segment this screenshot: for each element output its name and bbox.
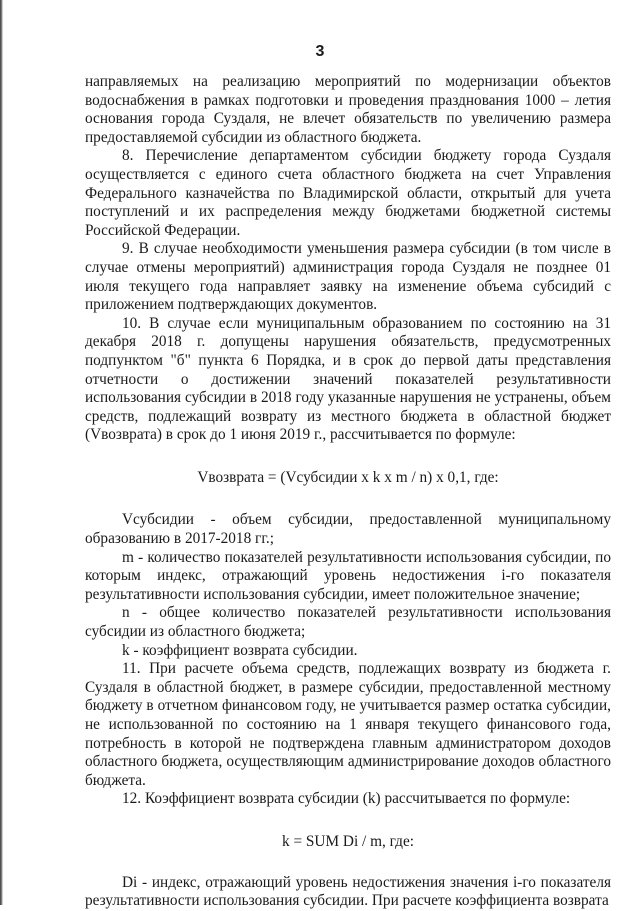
definition-vsubsidii: Vсубсидии - объем субсидии, предоставленной муниципальному образованию в 2017-2018 гг.;: [85, 511, 611, 548]
paragraph-10: 10. В случае если муниципальным образованием по состоянию на 31 декабря 2018 г. допущены нарушения обязательств, предусмотренных подпунктом "б" пункта 6 Порядка, и в срок до первой даты представления отчетности о достижении значений показателей результативности использования субсидии в 2018 году указанные нарушения не устранены, объем средств, подлежащий возврату из местного бюджета в областной бюджет (Vвозврата) в срок до 1 июня 2019 г., рассчитывается по формуле:: [85, 314, 611, 444]
paragraph-9: 9. В случае необходимости уменьшения размера субсидии (в том числе в случае отмены мероприятий) администрация города Суздаля не позднее 01 июля текущего года направляет заявку на изменение объема субсидий с приложением подтверждающих документов.: [85, 240, 611, 314]
document-body: [85, 73, 611, 911]
scan-edge: [0, 0, 3, 905]
definition-k: k - коэффициент возврата субсидии.: [122, 641, 358, 659]
page-number: 3: [315, 43, 325, 60]
definition-di: Di - индекс, отражающий уровень недостижения значения i-го показателя результативности использования субсидии. При расчете коэффициента возврата: [85, 873, 611, 910]
definition-n: n - общее количество показателей результативности использования субсидии из областного бюджета;: [85, 604, 611, 641]
paragraph-continuation: направляемых на реализацию мероприятий по модернизации объектов водоснабжения в рамках подготовки и проведения празднования 1000 – летия основания города Суздаля, не влечет обязательств по увеличению размера предоставляемой субсидии из областного бюджета.: [85, 73, 611, 146]
formula-vvozvrata: Vвозврата = (Vсубсидии x k x m / n) x 0,1, где:: [197, 468, 499, 486]
paragraph-12: 12. Коэффициент возврата субсидии (k) рассчитывается по формуле:: [122, 790, 571, 808]
paragraph-11: 11. При расчете объема средств, подлежащих возврату из бюджета г. Суздаля в областной бюджет, в размере субсидии, предоставленной местному бюджету в отчетном финансовом году, не учитывается размер остатка субсидии, не использованной по состоянию на 1 января текущего финансового года, потребность в которой не подтверждена главным администратором доходов областного бюджета, осуществляющим администрирование доходов областного бюджета.: [85, 660, 611, 789]
formula-k: k = SUM Di / m, где:: [282, 832, 414, 850]
definition-m: m - количество показателей результативности использования субсидии, по которым индекс, отражающий уровень недостижения i-го показателя результативности использования субсидии, имеет положительное значение;: [85, 548, 611, 603]
paragraph-8: 8. Перечисление департаментом субсидии бюджету города Суздаля осуществляется с единого счета областного бюджета на счет Управления Федерального казначейства по Владимирской области, открытый для учета поступлений и их распределения между бюджетами бюджетной системы Российской Федерации.: [85, 147, 611, 239]
